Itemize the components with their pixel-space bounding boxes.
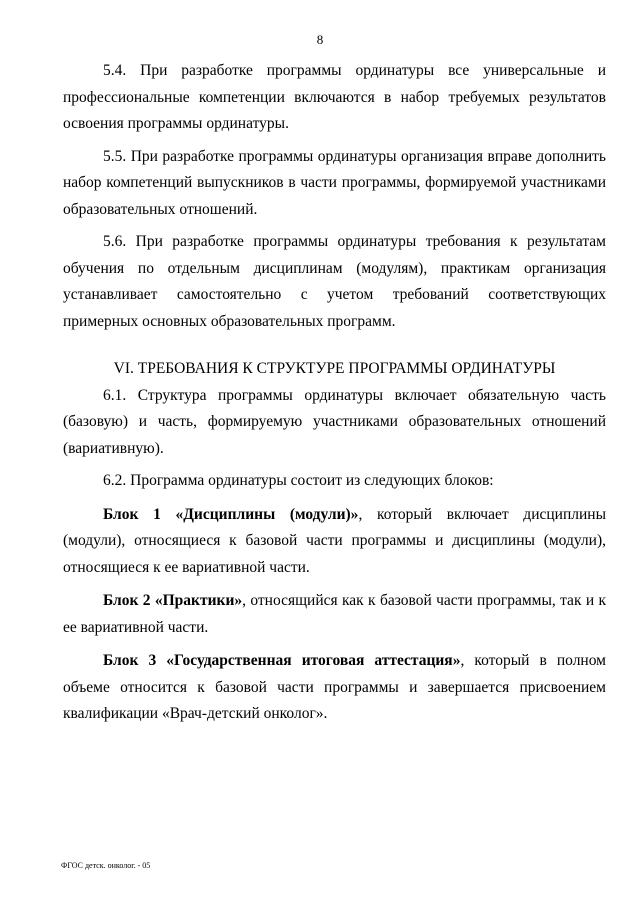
block-3-title: Блок 3 «Государственная итоговая аттестация»	[103, 652, 461, 669]
block-1-title: Блок 1 «Дисциплины (модули)»	[103, 505, 359, 523]
block-1-text: , который включает дисциплины (модули), относящиеся к базовой части программы и дисциплины (модули), относящиеся к ее вариативной части.	[63, 505, 606, 576]
block-2-text: , относящийся как к базовой части программы, так и к ее вариативной части.	[63, 592, 606, 636]
paragraph-5-5: 5.5. При разработке программы ординатуры организация вправе дополнить набор компетенций выпускников в части программы, формируемой участниками образовательных отношений.	[63, 147, 606, 218]
paragraph-6-2: 6.2. Программа ординатуры состоит из следующих блоков:	[103, 472, 494, 489]
section-heading: VI. ТРЕБОВАНИЯ К СТРУКТУРЕ ПРОГРАММЫ ОРДИНАТУРЫ	[113, 360, 556, 377]
block-1-paragraph	[63, 502, 606, 582]
block-3-text: , который в полном объеме относится к базовой части программы и завершается присвоением квалификации «Врач-детский онколог».	[63, 652, 606, 722]
block-3-paragraph	[63, 648, 606, 728]
paragraph-6-1: 6.1. Структура программы ординатуры включает обязательную часть (базовую) и часть, формируемую участниками образовательных отношений (вариативную).	[63, 386, 606, 457]
paragraph-5-4: 5.4. При разработке программы ординатуры все универсальные и профессиональные компетенции включаются в набор требуемых результатов освоения программы ординатуры.	[63, 62, 606, 132]
block-2-title: Блок 2 «Практики»	[103, 592, 243, 609]
page-number: 8	[316, 32, 324, 47]
block-2-paragraph	[63, 588, 606, 641]
paragraph-5-6: 5.6. При разработке программы ординатуры требования к результатам обучения по отдельным дисциплинам (модулям), практикам организация устанавливает самостоятельно с учетом требований соответствующих примерных основных образовательных программ.	[63, 233, 606, 330]
document-body	[63, 58, 606, 728]
page-footer: ФГОС детск. онколог. - 05	[61, 861, 151, 870]
